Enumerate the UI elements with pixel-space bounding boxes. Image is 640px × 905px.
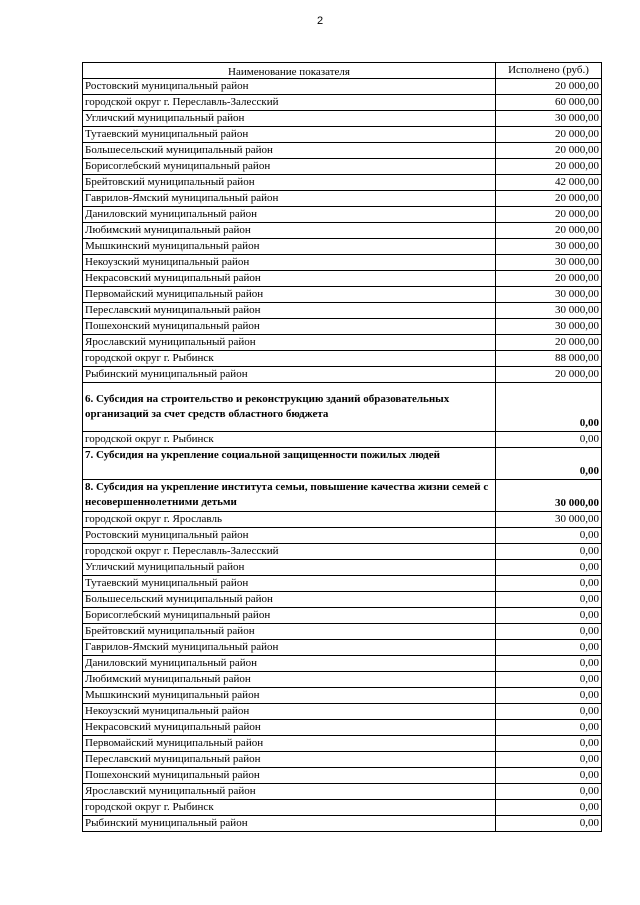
row-name: Даниловский муниципальный район (83, 656, 496, 672)
row-value: 0,00 (496, 800, 602, 816)
row-name: Борисоглебский муниципальный район (83, 159, 496, 175)
table-body (83, 79, 602, 832)
table-row (83, 768, 602, 784)
row-value: 0,00 (496, 608, 602, 624)
row-name: Переславский муниципальный район (83, 303, 496, 319)
table-row (83, 159, 602, 175)
row-value: 30 000,00 (496, 255, 602, 271)
table-row (83, 207, 602, 223)
table-row (83, 528, 602, 544)
row-value: 0,00 (496, 704, 602, 720)
row-name: Рыбинский муниципальный район (83, 367, 496, 383)
row-value: 30 000,00 (496, 319, 602, 335)
row-value: 20 000,00 (496, 159, 602, 175)
row-value: 20 000,00 (496, 143, 602, 159)
table-row (83, 576, 602, 592)
row-name: Пошехонский муниципальный район (83, 319, 496, 335)
table-row (83, 656, 602, 672)
table-row (83, 111, 602, 127)
row-value: 0,00 (496, 656, 602, 672)
table-row (83, 351, 602, 367)
section-value: 0,00 (496, 448, 602, 480)
row-value: 30 000,00 (496, 287, 602, 303)
table-row (83, 271, 602, 287)
row-value: 20 000,00 (496, 271, 602, 287)
row-value: 30 000,00 (496, 239, 602, 255)
table-row (83, 624, 602, 640)
row-value: 0,00 (496, 720, 602, 736)
row-name: Гаврилов-Ямский муниципальный район (83, 640, 496, 656)
row-name: Угличский муниципальный район (83, 560, 496, 576)
table-row (83, 79, 602, 95)
table-row (83, 255, 602, 271)
table-row (83, 367, 602, 383)
row-name: городской округ г. Ярославль (83, 512, 496, 528)
row-value: 20 000,00 (496, 335, 602, 351)
table-row (83, 287, 602, 303)
row-name: Гаврилов-Ямский муниципальный район (83, 191, 496, 207)
row-name: Даниловский муниципальный район (83, 207, 496, 223)
row-value: 30 000,00 (496, 111, 602, 127)
row-value: 20 000,00 (496, 79, 602, 95)
table-row (83, 784, 602, 800)
row-name: Ростовский муниципальный район (83, 79, 496, 95)
row-name: Переславский муниципальный район (83, 752, 496, 768)
row-value: 0,00 (496, 816, 602, 832)
row-value: 20 000,00 (496, 367, 602, 383)
row-name: Брейтовский муниципальный район (83, 624, 496, 640)
row-name: Мышкинский муниципальный район (83, 239, 496, 255)
row-name: Тутаевский муниципальный район (83, 127, 496, 143)
row-name: Борисоглебский муниципальный район (83, 608, 496, 624)
header-value: Исполнено (руб.) (496, 63, 602, 79)
row-name: Пошехонский муниципальный район (83, 768, 496, 784)
section-value: 0,00 (496, 383, 602, 432)
row-name: Рыбинский муниципальный район (83, 816, 496, 832)
table-row (83, 335, 602, 351)
row-name: Мышкинский муниципальный район (83, 688, 496, 704)
row-value: 0,00 (496, 784, 602, 800)
table-row (83, 816, 602, 832)
row-value: 0,00 (496, 560, 602, 576)
row-name: Большесельский муниципальный район (83, 592, 496, 608)
section-row (83, 383, 602, 432)
section-title: 7. Субсидия на укрепление социальной защищенности пожилых людей (83, 448, 496, 480)
table-row (83, 191, 602, 207)
row-value: 20 000,00 (496, 127, 602, 143)
row-value: 0,00 (496, 640, 602, 656)
row-name: Большесельский муниципальный район (83, 143, 496, 159)
row-value: 0,00 (496, 752, 602, 768)
row-name: Ярославский муниципальный район (83, 784, 496, 800)
row-value: 0,00 (496, 576, 602, 592)
table-row (83, 143, 602, 159)
row-value: 0,00 (496, 688, 602, 704)
table-row (83, 640, 602, 656)
row-value: 20 000,00 (496, 207, 602, 223)
table-row (83, 704, 602, 720)
row-name: Любимский муниципальный район (83, 223, 496, 239)
table-row (83, 736, 602, 752)
row-name: Ростовский муниципальный район (83, 528, 496, 544)
table-header-row (83, 63, 602, 79)
page-number: 2 (316, 15, 324, 27)
row-name: городской округ г. Рыбинск (83, 351, 496, 367)
row-value: 0,00 (496, 624, 602, 640)
report-table (82, 62, 602, 832)
row-name: городской округ г. Переславль-Залесский (83, 544, 496, 560)
row-value: 0,00 (496, 768, 602, 784)
row-value: 20 000,00 (496, 223, 602, 239)
row-value: 0,00 (496, 672, 602, 688)
row-name: Первомайский муниципальный район (83, 287, 496, 303)
row-value: 42 000,00 (496, 175, 602, 191)
row-name: Некоузский муниципальный район (83, 704, 496, 720)
row-name: Любимский муниципальный район (83, 672, 496, 688)
row-value: 0,00 (496, 432, 602, 448)
row-value: 0,00 (496, 736, 602, 752)
row-name: Некрасовский муниципальный район (83, 271, 496, 287)
header-name: Наименование показателя (83, 63, 496, 79)
table-row (83, 672, 602, 688)
table-row (83, 432, 602, 448)
row-name: Ярославский муниципальный район (83, 335, 496, 351)
table-row (83, 512, 602, 528)
table-row (83, 608, 602, 624)
section-title: 6. Субсидия на строительство и реконструкцию зданий образовательных организаций за счет средств областного бюджета (83, 383, 496, 432)
row-name: Некоузский муниципальный район (83, 255, 496, 271)
table-row (83, 752, 602, 768)
table-row (83, 720, 602, 736)
table-row (83, 239, 602, 255)
section-row (83, 480, 602, 512)
table-row (83, 560, 602, 576)
row-value: 0,00 (496, 544, 602, 560)
row-name: Угличский муниципальный район (83, 111, 496, 127)
table-row (83, 303, 602, 319)
row-name: Брейтовский муниципальный район (83, 175, 496, 191)
table-row (83, 223, 602, 239)
table-row (83, 592, 602, 608)
row-value: 60 000,00 (496, 95, 602, 111)
row-value: 88 000,00 (496, 351, 602, 367)
row-value: 20 000,00 (496, 191, 602, 207)
row-value: 0,00 (496, 592, 602, 608)
row-name: Первомайский муниципальный район (83, 736, 496, 752)
row-value: 0,00 (496, 528, 602, 544)
table-row (83, 95, 602, 111)
row-name: Тутаевский муниципальный район (83, 576, 496, 592)
table-row (83, 127, 602, 143)
section-value: 30 000,00 (496, 480, 602, 512)
row-name: городской округ г. Рыбинск (83, 800, 496, 816)
row-name: городской округ г. Рыбинск (83, 432, 496, 448)
section-title: 8. Субсидия на укрепление института семьи, повышение качества жизни семей с несовершеннолетними детьми (83, 480, 496, 512)
table-row (83, 319, 602, 335)
table-row (83, 544, 602, 560)
table-row (83, 688, 602, 704)
row-value: 30 000,00 (496, 512, 602, 528)
row-value: 30 000,00 (496, 303, 602, 319)
row-name: Некрасовский муниципальный район (83, 720, 496, 736)
table-row (83, 800, 602, 816)
table-row (83, 175, 602, 191)
row-name: городской округ г. Переславль-Залесский (83, 95, 496, 111)
section-row (83, 448, 602, 480)
